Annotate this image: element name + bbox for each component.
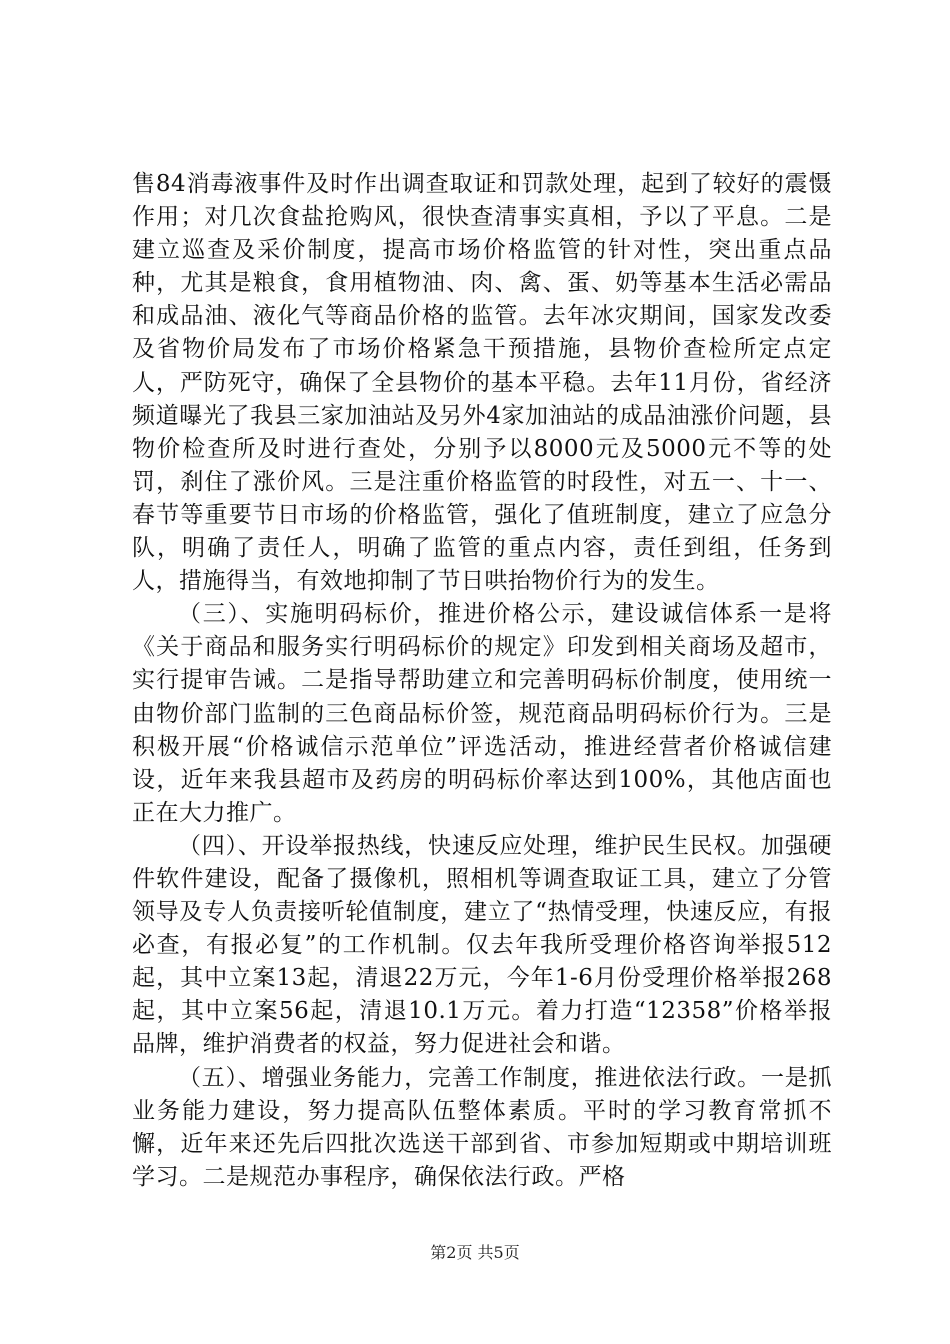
page-footer xyxy=(0,1240,950,1263)
document-body xyxy=(132,168,832,1194)
paragraph-3: （四）、开设举报热线，快速反应处理，维护民生民权。加强硬件软件建设，配备了摄像机，照相机等调查取证工具，建立了分管领导及专人负责接听轮值制度，建立了“热情受理，快速反应，有报必查，有报必复”的工作机制。仅去年我所受理价格咨询举报512起，其中立案13起，清退22万元，今年1-6月份受理价格举报268起，其中立案56起，清退10.1万元。着力打造“12358”价格举报品牌，维护消费者的权益，努力促进社会和谐。 xyxy=(132,832,832,1058)
paragraph-4: （五）、增强业务能力，完善工作制度，推进依法行政。一是抓业务能力建设，努力提高队伍整体素质。平时的学习教育常抓不懈，近年来还先后四批次选送干部到省、市参加短期或中期培训班学习。二是规范办事程序，确保依法行政。严格 xyxy=(132,1064,832,1190)
paragraph-1: 售84消毒液事件及时作出调查取证和罚款处理，起到了较好的震慑作用；对几次食盐抢购风，很快查清事实真相，予以了平息。二是建立巡查及采价制度，提高市场价格监管的针对性，突出重点品种，尤其是粮食，食用植物油、肉、禽、蛋、奶等基本生活必需品和成品油、液化气等商品价格的监管。去年冰灾期间，国家发改委及省物价局发布了市场价格紧急干预措施，县物价查检所定点定人，严防死守，确保了全县物价的基本平稳。去年11月份，省经济频道曝光了我县三家加油站及另外4家加油站的成品油涨价问题，县物价检查所及时进行查处，分别予以8000元及5000元不等的处罚，刹住了涨价风。三是注重价格监管的时段性，对五一、十一、春节等重要节日市场的价格监管，强化了值班制度，建立了应急分队，明确了责任人，明确了监管的重点内容，责任到组，任务到人，措施得当，有效地抑制了节日哄抬物价行为的发生。 xyxy=(132,171,832,595)
paragraph-2: （三）、实施明码标价，推进价格公示，建设诚信体系一是将《关于商品和服务实行明码标价的规定》印发到相关商场及超市，实行提审告诫。二是指导帮助建立和完善明码标价制度，使用统一由物价部门监制的三色商品标价签，规范商品明码标价行为。三是积极开展“价格诚信示范单位”评选活动，推进经营者价格诚信建设，近年来我县超市及药房的明码标价率达到100%，其他店面也正在大力推广。 xyxy=(132,601,832,826)
page-number-label: 第2页 共5页 xyxy=(430,1243,520,1262)
